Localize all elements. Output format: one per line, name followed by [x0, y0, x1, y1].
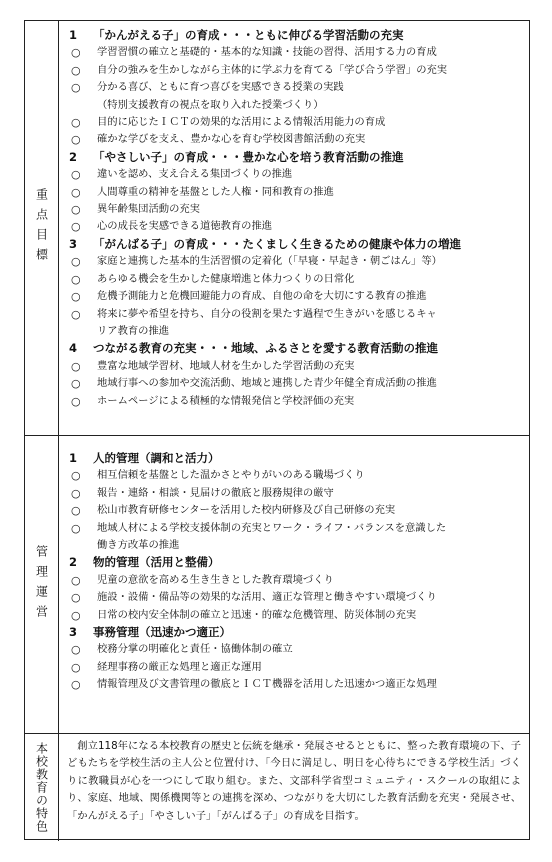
goal-heading-3: 3 「がんばる子」の育成・・・たくましく生きるための健康や体力の増進	[69, 236, 461, 251]
list-item: ○ 地域人材による学校支援体制の充実とワーク・ライフ・バランスを意識した 働き方改革の推進	[71, 521, 447, 552]
key-goals-content	[59, 21, 529, 435]
school-features-label: 本校教育の特色	[34, 742, 49, 833]
management-row	[25, 435, 529, 733]
list-item: ○ 自分の強みを生かしながら主体的に学ぶ力を育てる「学び合う学習」の充実	[71, 63, 448, 77]
management-heading-2: 2 物的管理（活用と整備）	[69, 555, 220, 570]
list-item: ○ 松山市教育研修センターを活用した校内研修及び自己研修の充実	[71, 504, 396, 518]
list-item: ○ ホームページによる積極的な情報発信と学校評価の充実	[71, 394, 355, 408]
list-item: ○ 家庭と連携した基本的生活習慣の定着化（「早寝・早起き・朝ごはん」等）	[71, 255, 442, 269]
key-goals-label-cell	[25, 21, 59, 435]
management-heading-3: 3 事務管理（迅速かつ適正）	[69, 625, 231, 640]
list-item: ○ あらゆる機会を生かした健康増進と体力つくりの日常化	[71, 272, 355, 286]
management-label: 管理運営	[34, 544, 49, 625]
list-item: ○ 日常の校内安全体制の確立と迅速・的確な危機管理、防災体制の充実	[71, 608, 417, 622]
list-item: ○ 違いを認め、支え合える集団づくりの推進	[71, 168, 293, 182]
school-features-row	[25, 733, 529, 841]
management-heading-1: 1 人的管理（調和と活力）	[69, 451, 220, 465]
list-item: ○ 児童の意欲を高める生き生きとした教育環境づくり	[71, 573, 334, 587]
list-item: ○ 将来に夢や希望を持ち、自分の役割を果たす過程で生きがいを感じるキャ リア教育の推進	[71, 307, 437, 337]
goal-heading-4: 4 つながる教育の充実・・・地域、ふるさとを愛する教育活動の推進	[69, 341, 438, 356]
list-item: ○ 心の成長を実感できる道徳教育の推進	[71, 220, 273, 234]
list-item: ○ 分かる喜び、ともに育つ喜びを実感できる授業の実践 （特別支援教育の視点を取り入れた授業づくり）	[71, 81, 344, 111]
school-features-label-cell	[25, 734, 59, 841]
list-item: ○ 情報管理及び文書管理の徹底とＩＣＴ機器を活用した迅速かつ適正な処理	[71, 678, 437, 692]
management-content	[59, 436, 529, 733]
list-item: ○ 人間尊重の精神を基盤とした人権・同和教育の推進	[71, 185, 334, 199]
list-item: ○ 豊富な地域学習材、地域人材を生かした学習活動の充実	[71, 359, 355, 373]
school-features-paragraph: 創立118年になる本校教育の歴史と伝統を継承・発展させるとともに、整った教育環境の下、子どもたちを学校生活の主人公と位置付け、「今日に満足し、明日を心待ちにできる学校生活」づくりに教職員が心を一つにして取り組む。また、文部科学省型コミュニティ・スクールの取組により、家庭、地域、関係機関等との連携を深め、つながりを大切にした教育活動を充実・発展させ、「かんがえる子」「やさしい子」「がんばる子」の育成を目指す。	[67, 740, 521, 822]
goal-heading-2: 2 「やさしい子」の育成・・・豊かな心を培う教育活動の推進	[69, 149, 404, 164]
list-item: ○ 危機予測能力と危機回避能力の育成、自他の命を大切にする教育の推進	[71, 290, 427, 304]
list-item: ○ 地域行事への参加や交流活動、地域と連携した青少年健全育成活動の推進	[71, 377, 437, 391]
list-item: ○ 校務分掌の明確化と責任・協働体制の確立	[71, 643, 293, 657]
list-item: ○ 学習習慣の確立と基礎的・基本的な知識・技能の習得、活用する力の育成	[71, 46, 437, 60]
goal-heading-1: 1 「かんがえる子」の育成・・・ともに伸びる学習活動の充実	[69, 28, 404, 42]
key-goals-label: 重点目標	[34, 188, 49, 268]
list-item: ○ 相互信頼を基盤とした温かさとやりがいのある職場づくり	[71, 469, 365, 483]
management-label-cell	[25, 436, 59, 733]
list-item: ○ 確かな学びを支え、豊かな心を育む学校図書館活動の充実	[71, 133, 366, 147]
list-item: ○ 目的に応じたＩＣＴの効果的な活用による情報活用能力の育成	[71, 116, 386, 130]
list-item: ○ 報告・連絡・相談・見届けの徹底と服務規律の厳守	[71, 486, 334, 500]
list-item: ○ 異年齢集団活動の充実	[71, 203, 200, 217]
school-features-content	[59, 734, 529, 841]
school-plan-table	[24, 20, 530, 840]
key-goals-row	[25, 21, 529, 435]
list-item: ○ 施設・設備・備品等の効果的な活用、適正な管理と働きやすい環境づくり	[71, 591, 437, 605]
list-item: ○ 経理事務の厳正な処理と適正な運用	[71, 660, 262, 674]
